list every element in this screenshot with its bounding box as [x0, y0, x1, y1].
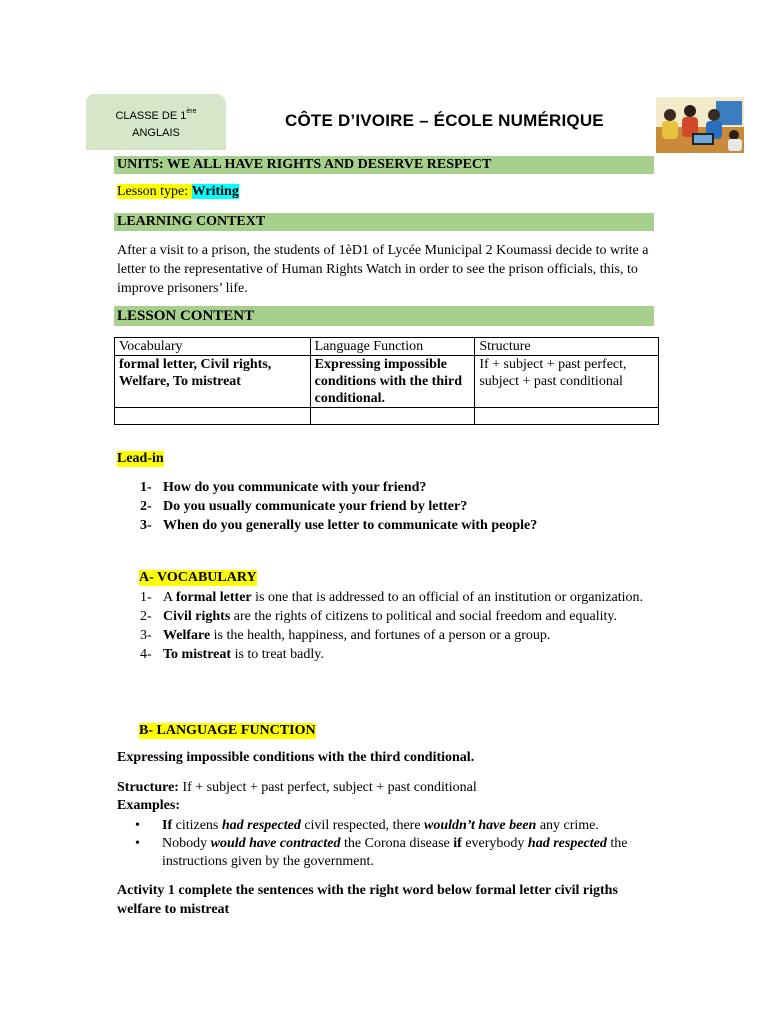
table-header-cell: Vocabulary	[115, 338, 311, 356]
table-row	[115, 356, 659, 408]
list-text	[163, 588, 643, 607]
class-level	[115, 103, 196, 125]
table-header-cell: Structure	[475, 338, 659, 356]
ex-part: If	[162, 818, 173, 833]
vocab-term: Welfare	[163, 628, 211, 643]
list-text: Do you usually communicate your friend by letter?	[163, 499, 468, 514]
unit-title-bar: UNIT5: WE ALL HAVE RIGHTS AND DESERVE RESPECT	[114, 156, 654, 174]
ex-part: would have contracted	[210, 836, 341, 851]
list-item	[140, 645, 650, 664]
list-number: 3-	[140, 628, 152, 643]
example-text	[162, 817, 599, 835]
lesson-content-table	[114, 337, 659, 425]
structure-label: Structure:	[117, 780, 179, 795]
list-text	[163, 626, 550, 645]
list-item	[140, 516, 537, 535]
structure-text: If + subject + past perfect, subject + past conditional	[178, 780, 477, 795]
learning-context-text: After a visit to a prison, the students of 1èD1 of Lycée Municipal 2 Koumassi decide to write a letter to the representative of Human Rights Watch in order to see the prison officials, this, to improve prisoners’ life.	[117, 243, 649, 296]
language-function-subtitle: Expressing impossible conditions with the third conditional.	[117, 750, 475, 765]
class-level-sup: ère	[186, 107, 197, 115]
list-number: 1-	[140, 480, 152, 495]
table-header-row	[115, 338, 659, 356]
examples-list	[135, 817, 650, 871]
lesson-type-label: Lesson type:	[117, 184, 192, 199]
lead-in-questions	[140, 478, 537, 535]
list-number: 3-	[140, 518, 152, 533]
vocab-term: Civil rights	[163, 609, 231, 624]
list-item	[140, 588, 650, 607]
ex-part: if	[453, 836, 462, 851]
class-level-text: CLASSE DE 1	[115, 109, 187, 122]
list-number: 2-	[140, 499, 152, 514]
example-text	[162, 835, 650, 871]
list-item	[140, 626, 650, 645]
list-text	[163, 607, 617, 626]
vocab-definition: is to treat badly.	[231, 647, 324, 662]
lead-in-heading: Lead-in	[117, 451, 164, 466]
table-row-empty	[115, 408, 659, 425]
activity-instruction: Activity 1 complete the sentences with the right word below formal letter civil rigths welfare to mistreat	[117, 883, 618, 917]
ex-part: the instructions given by the government.	[162, 836, 628, 869]
list-text	[163, 645, 324, 664]
ex-part: everybody	[461, 836, 528, 851]
learning-context-heading: LEARNING CONTEXT	[114, 213, 654, 231]
ex-part: civil respected, there	[300, 818, 425, 833]
bullet-icon: •	[135, 818, 140, 833]
list-item	[140, 478, 537, 497]
bullet-icon: •	[135, 836, 140, 851]
list-item	[140, 607, 650, 626]
vocab-definition: is one that is addressed to an official of an institution or organization.	[251, 590, 644, 605]
vocabulary-heading: A- VOCABULARY	[139, 570, 257, 585]
students-at-computer-logo-icon	[656, 97, 744, 153]
table-cell-empty	[115, 408, 311, 425]
ex-part: the Corona disease	[340, 836, 454, 851]
table-header-cell: Language Function	[310, 338, 475, 356]
list-item	[135, 817, 650, 835]
list-number: 1-	[140, 590, 152, 605]
page-title: CÔTE D’IVOIRE – ÉCOLE NUMÉRIQUE	[285, 111, 604, 130]
table-cell-structure: If + subject + past perfect, subject + past conditional	[475, 356, 659, 408]
table-cell-empty	[475, 408, 659, 425]
lesson-type-value: Writing	[191, 184, 239, 199]
list-text: How do you communicate with your friend?	[163, 480, 427, 495]
list-text: When do you generally use letter to communicate with people?	[163, 518, 538, 533]
list-item	[140, 497, 537, 516]
subject-label: ANGLAIS	[132, 126, 180, 139]
lesson-content-heading: LESSON CONTENT	[114, 306, 654, 326]
list-item	[135, 835, 650, 871]
language-function-heading: B- LANGUAGE FUNCTION	[139, 723, 316, 738]
vocab-definition: are the rights of citizens to political and social freedom and equality.	[230, 609, 617, 624]
vocab-term: To mistreat	[163, 647, 232, 662]
ex-part: wouldn’t have been	[424, 818, 537, 833]
lesson-type	[117, 184, 239, 200]
structure-line	[117, 780, 477, 796]
table-cell-vocabulary: formal letter, Civil rights, Welfare, To mistreat	[115, 356, 311, 408]
ex-part: had respected	[527, 836, 607, 851]
vocab-definition: is the health, happiness, and fortunes of a person or a group.	[210, 628, 551, 643]
table-cell-empty	[310, 408, 475, 425]
ex-part: had respected	[221, 818, 301, 833]
vocab-pre: A	[163, 590, 176, 605]
table-cell-language-function: Expressing impossible conditions with the third conditional.	[310, 356, 475, 408]
ex-part: Nobody	[162, 836, 211, 851]
class-box	[86, 94, 226, 150]
vocabulary-list	[140, 588, 650, 664]
examples-label: Examples:	[117, 798, 180, 813]
list-number: 2-	[140, 609, 152, 624]
vocab-term: formal letter	[175, 590, 252, 605]
ex-part: citizens	[172, 818, 222, 833]
list-number: 4-	[140, 647, 152, 662]
ex-part: any crime.	[536, 818, 599, 833]
